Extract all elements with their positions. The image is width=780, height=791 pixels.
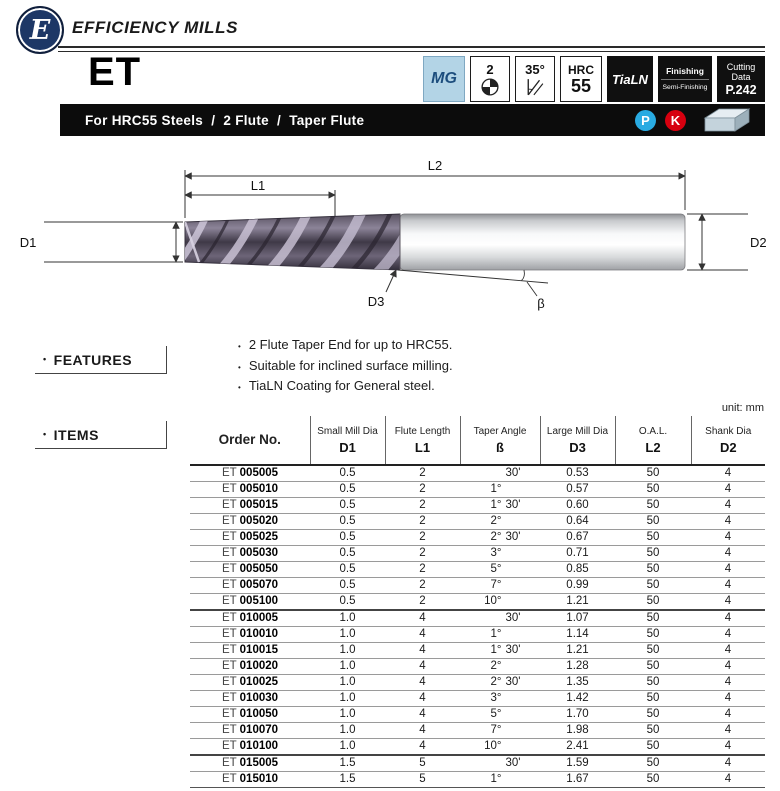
- cell-order-no: ET 010030: [190, 691, 310, 707]
- cutting-line1: Cutting: [726, 61, 756, 72]
- cell-small-mill-dia: 0.5: [310, 530, 385, 546]
- application-banner: [60, 104, 765, 136]
- cell-shank-dia: 4: [691, 498, 765, 514]
- column-header-l2: O.A.L. L2: [615, 416, 691, 465]
- cell-taper-angle: 10°: [460, 739, 540, 756]
- cell-shank-dia: 4: [691, 723, 765, 739]
- table-row-005070: [190, 578, 765, 594]
- dimension-beta: [398, 270, 548, 296]
- features-label-text: FEATURES: [53, 351, 133, 368]
- column-header-d2: Shank Dia D2: [691, 416, 765, 465]
- hardness-badge: [560, 56, 602, 102]
- items-section-label: [35, 421, 167, 449]
- unit-label: unit: mm: [721, 402, 764, 414]
- column-header-d1: Small Mill Dia D1: [310, 416, 385, 465]
- cell-shank-dia: 4: [691, 546, 765, 562]
- cell-large-mill-dia: 1.14: [540, 627, 615, 643]
- cell-shank-dia: 4: [691, 530, 765, 546]
- cell-oal: 50: [615, 707, 691, 723]
- flute-count-value: 2: [486, 61, 494, 77]
- cell-small-mill-dia: 1.0: [310, 707, 385, 723]
- cell-oal: 50: [615, 691, 691, 707]
- p-material-badge: P: [635, 110, 656, 131]
- cell-shank-dia: 4: [691, 659, 765, 675]
- cell-small-mill-dia: 0.5: [310, 546, 385, 562]
- cell-taper-angle: 1°: [460, 772, 540, 788]
- material-applicability: [635, 104, 765, 136]
- finishing-line2: Semi-Finishing: [661, 79, 710, 93]
- cell-small-mill-dia: 1.0: [310, 610, 385, 627]
- cell-flute-length: 2: [385, 465, 460, 482]
- cell-small-mill-dia: 0.5: [310, 498, 385, 514]
- cell-flute-length: 4: [385, 643, 460, 659]
- cell-order-no: ET 010100: [190, 739, 310, 756]
- cell-oal: 50: [615, 578, 691, 594]
- cell-order-no: ET 005030: [190, 546, 310, 562]
- cell-taper-angle: 3°: [460, 691, 540, 707]
- label-d2: D2: [750, 235, 767, 250]
- cell-oal: 50: [615, 530, 691, 546]
- material-badge-label: MG: [431, 70, 457, 87]
- flute-count-badge: [470, 56, 510, 102]
- cell-flute-length: 4: [385, 739, 460, 756]
- cell-flute-length: 2: [385, 578, 460, 594]
- cell-order-no: ET 005015: [190, 498, 310, 514]
- table-row-010015: [190, 643, 765, 659]
- cell-shank-dia: 4: [691, 610, 765, 627]
- cell-taper-angle: 30': [460, 755, 540, 772]
- cell-small-mill-dia: 1.0: [310, 627, 385, 643]
- feature-text: 2 Flute Taper End for up to HRC55.: [248, 337, 453, 352]
- cell-oal: 50: [615, 482, 691, 498]
- cell-taper-angle: 30': [460, 610, 540, 627]
- cell-oal: 50: [615, 739, 691, 756]
- cell-flute-length: 4: [385, 675, 460, 691]
- helix-angle-value: 35°: [525, 61, 545, 77]
- items-table: [190, 416, 765, 788]
- cell-flute-length: 4: [385, 610, 460, 627]
- series-title: EFFICIENCY MILLS: [72, 18, 239, 37]
- cell-shank-dia: 4: [691, 482, 765, 498]
- table-row-005050: [190, 562, 765, 578]
- cell-flute-length: 4: [385, 707, 460, 723]
- bullet-icon: •: [43, 354, 47, 364]
- spec-badges: [423, 56, 765, 102]
- table-row-010050: [190, 707, 765, 723]
- tool-shank: [400, 214, 685, 270]
- cell-taper-angle: 1° 30': [460, 643, 540, 659]
- cell-flute-length: 2: [385, 498, 460, 514]
- cell-large-mill-dia: 1.59: [540, 755, 615, 772]
- cell-large-mill-dia: 1.07: [540, 610, 615, 627]
- cutting-line2: Data: [731, 71, 751, 82]
- cell-shank-dia: 4: [691, 675, 765, 691]
- cell-order-no: ET 005025: [190, 530, 310, 546]
- cell-taper-angle: 7°: [460, 723, 540, 739]
- table-row-005025: [190, 530, 765, 546]
- cell-shank-dia: 4: [691, 578, 765, 594]
- features-section-label: [35, 346, 167, 374]
- cell-oal: 50: [615, 643, 691, 659]
- cell-small-mill-dia: 0.5: [310, 514, 385, 530]
- cell-oal: 50: [615, 755, 691, 772]
- cell-shank-dia: 4: [691, 594, 765, 611]
- table-row-010030: [190, 691, 765, 707]
- dimension-d2: [687, 214, 748, 270]
- cell-small-mill-dia: 1.5: [310, 755, 385, 772]
- cell-taper-angle: 2°: [460, 514, 540, 530]
- cell-oal: 50: [615, 627, 691, 643]
- cell-flute-length: 2: [385, 562, 460, 578]
- table-row-005005: [190, 465, 765, 482]
- cell-taper-angle: 3°: [460, 546, 540, 562]
- cell-small-mill-dia: 1.0: [310, 739, 385, 756]
- cell-flute-length: 2: [385, 482, 460, 498]
- table-row-010005: [190, 610, 765, 627]
- cell-flute-length: 5: [385, 755, 460, 772]
- bullet-icon: •: [238, 342, 241, 351]
- table-row-005020: [190, 514, 765, 530]
- cell-large-mill-dia: 1.28: [540, 659, 615, 675]
- table-row-010010: [190, 627, 765, 643]
- cell-small-mill-dia: 0.5: [310, 594, 385, 611]
- coating-label: TiaLN: [612, 71, 648, 87]
- cell-shank-dia: 4: [691, 691, 765, 707]
- cell-flute-length: 4: [385, 723, 460, 739]
- model-name: ET: [88, 50, 142, 94]
- dimension-d1: [44, 222, 183, 262]
- cell-taper-angle: 2° 30': [460, 530, 540, 546]
- cell-small-mill-dia: 0.5: [310, 482, 385, 498]
- cell-large-mill-dia: 0.53: [540, 465, 615, 482]
- cell-taper-angle: 5°: [460, 707, 540, 723]
- cell-small-mill-dia: 0.5: [310, 562, 385, 578]
- cell-large-mill-dia: 1.67: [540, 772, 615, 788]
- cell-taper-angle: 30': [460, 465, 540, 482]
- cell-order-no: ET 010025: [190, 675, 310, 691]
- helix-angle-badge: [515, 56, 555, 102]
- cell-order-no: ET 010020: [190, 659, 310, 675]
- cell-order-no: ET 005010: [190, 482, 310, 498]
- label-l2: L2: [427, 158, 443, 173]
- header-divider: [58, 46, 765, 52]
- tool-diagram: [0, 148, 780, 333]
- series-logo: [16, 6, 64, 54]
- cell-large-mill-dia: 0.60: [540, 498, 615, 514]
- cell-oal: 50: [615, 772, 691, 788]
- cell-large-mill-dia: 0.67: [540, 530, 615, 546]
- cell-order-no: ET 010050: [190, 707, 310, 723]
- cell-oal: 50: [615, 498, 691, 514]
- cell-order-no: ET 005100: [190, 594, 310, 611]
- bullet-icon: •: [238, 362, 241, 372]
- cell-taper-angle: 1°: [460, 627, 540, 643]
- cell-shank-dia: 4: [691, 465, 765, 482]
- items-table-body: [190, 465, 765, 788]
- feature-item: [238, 336, 453, 357]
- cell-oal: 50: [615, 465, 691, 482]
- cell-taper-angle: 10°: [460, 594, 540, 611]
- table-row-010025: [190, 675, 765, 691]
- feature-item: [238, 377, 453, 398]
- cell-shank-dia: 4: [691, 755, 765, 772]
- feature-text: TiaLN Coating for General steel.: [248, 378, 435, 393]
- cell-order-no: ET 005050: [190, 562, 310, 578]
- cell-flute-length: 2: [385, 530, 460, 546]
- feature-item: [238, 357, 453, 378]
- cell-shank-dia: 4: [691, 627, 765, 643]
- column-header-d3: Large Mill Dia D3: [540, 416, 615, 465]
- cell-oal: 50: [615, 659, 691, 675]
- cell-flute-length: 4: [385, 691, 460, 707]
- cell-order-no: ET 010005: [190, 610, 310, 627]
- bullet-icon: •: [43, 429, 47, 439]
- cell-taper-angle: 2°: [460, 659, 540, 675]
- cell-flute-length: 4: [385, 627, 460, 643]
- cell-flute-length: 5: [385, 772, 460, 788]
- cell-large-mill-dia: 1.98: [540, 723, 615, 739]
- cell-oal: 50: [615, 610, 691, 627]
- label-d3: D3: [367, 294, 385, 309]
- cell-small-mill-dia: 1.0: [310, 643, 385, 659]
- table-row-005030: [190, 546, 765, 562]
- cell-oal: 50: [615, 546, 691, 562]
- table-row-010020: [190, 659, 765, 675]
- cell-order-no: ET 005005: [190, 465, 310, 482]
- items-label-text: ITEMS: [53, 426, 99, 443]
- cell-order-no: ET 015005: [190, 755, 310, 772]
- workpiece-icon: [699, 104, 755, 136]
- hardness-value: 55: [570, 76, 592, 96]
- cell-flute-length: 2: [385, 546, 460, 562]
- column-header-order-no-: Order No.: [190, 416, 310, 465]
- cell-large-mill-dia: 0.57: [540, 482, 615, 498]
- dimension-d3-leader: [386, 270, 396, 292]
- cell-flute-length: 4: [385, 659, 460, 675]
- cell-oal: 50: [615, 514, 691, 530]
- cell-small-mill-dia: 1.0: [310, 675, 385, 691]
- cell-order-no: ET 015010: [190, 772, 310, 788]
- table-row-015010: [190, 772, 765, 788]
- finishing-badge: [658, 56, 712, 102]
- hardness-label: HRC: [568, 63, 594, 77]
- cell-large-mill-dia: 1.70: [540, 707, 615, 723]
- table-row-005015: [190, 498, 765, 514]
- cell-order-no: ET 010010: [190, 627, 310, 643]
- cell-taper-angle: 2° 30': [460, 675, 540, 691]
- table-row-005100: [190, 594, 765, 611]
- cell-order-no: ET 010015: [190, 643, 310, 659]
- cell-shank-dia: 4: [691, 643, 765, 659]
- cell-large-mill-dia: 1.35: [540, 675, 615, 691]
- cell-flute-length: 2: [385, 514, 460, 530]
- table-row-005010: [190, 482, 765, 498]
- table-row-010070: [190, 723, 765, 739]
- cell-order-no: ET 005020: [190, 514, 310, 530]
- label-l1: L1: [250, 178, 266, 193]
- cell-oal: 50: [615, 594, 691, 611]
- items-table-header-row: [190, 416, 765, 465]
- finishing-line1: Finishing: [666, 66, 704, 76]
- cell-large-mill-dia: 0.99: [540, 578, 615, 594]
- cell-small-mill-dia: 0.5: [310, 578, 385, 594]
- cell-small-mill-dia: 1.5: [310, 772, 385, 788]
- cell-large-mill-dia: 0.71: [540, 546, 615, 562]
- helix-angle-icon: [526, 78, 544, 96]
- cell-taper-angle: 1°: [460, 482, 540, 498]
- label-beta: β: [537, 296, 545, 311]
- cell-large-mill-dia: 0.64: [540, 514, 615, 530]
- application-text: For HRC55 Steels / 2 Flute / Taper Flute: [85, 112, 365, 128]
- cell-large-mill-dia: 1.42: [540, 691, 615, 707]
- cell-shank-dia: 4: [691, 514, 765, 530]
- cell-oal: 50: [615, 675, 691, 691]
- table-row-010100: [190, 739, 765, 756]
- feature-text: Suitable for inclined surface milling.: [248, 357, 453, 373]
- tool-flutes: [168, 194, 424, 284]
- cell-shank-dia: 4: [691, 739, 765, 756]
- cell-order-no: ET 010070: [190, 723, 310, 739]
- cell-taper-angle: 1° 30': [460, 498, 540, 514]
- cell-shank-dia: 4: [691, 562, 765, 578]
- cutting-data-badge: [717, 56, 765, 102]
- cell-oal: 50: [615, 723, 691, 739]
- cell-shank-dia: 4: [691, 707, 765, 723]
- cell-order-no: ET 005070: [190, 578, 310, 594]
- column-header-l1: Flute Length L1: [385, 416, 460, 465]
- series-logo-letter: E: [29, 14, 51, 46]
- label-d1: D1: [19, 235, 37, 250]
- coating-badge: [607, 56, 653, 102]
- material-badge: [423, 56, 465, 102]
- cell-large-mill-dia: 0.85: [540, 562, 615, 578]
- cell-small-mill-dia: 0.5: [310, 465, 385, 482]
- cell-flute-length: 2: [385, 594, 460, 611]
- features-list: [238, 336, 453, 398]
- cutting-page-ref: P.242: [725, 82, 757, 97]
- cell-oal: 50: [615, 562, 691, 578]
- cell-taper-angle: 5°: [460, 562, 540, 578]
- table-row-015005: [190, 755, 765, 772]
- column-header-ß: Taper Angle ß: [460, 416, 540, 465]
- cell-large-mill-dia: 2.41: [540, 739, 615, 756]
- flute-count-icon: [481, 78, 499, 96]
- cell-taper-angle: 7°: [460, 578, 540, 594]
- dimension-l1: [185, 190, 335, 216]
- cell-small-mill-dia: 1.0: [310, 691, 385, 707]
- cell-small-mill-dia: 1.0: [310, 723, 385, 739]
- cell-large-mill-dia: 1.21: [540, 594, 615, 611]
- bullet-icon: •: [238, 383, 241, 392]
- k-material-badge: K: [665, 110, 686, 131]
- cell-shank-dia: 4: [691, 772, 765, 788]
- cell-large-mill-dia: 1.21: [540, 643, 615, 659]
- cell-small-mill-dia: 1.0: [310, 659, 385, 675]
